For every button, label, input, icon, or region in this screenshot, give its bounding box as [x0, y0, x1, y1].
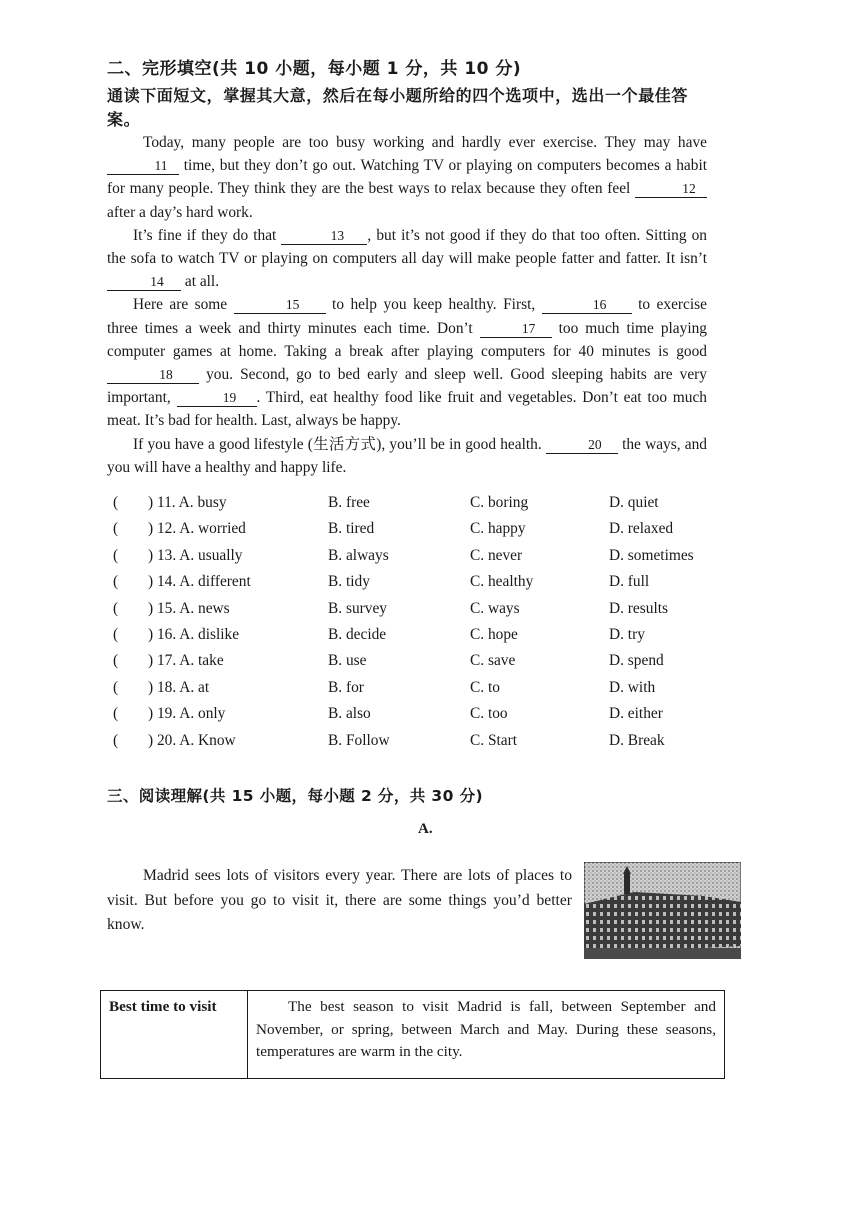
answer-paren[interactable]: ( [113, 546, 119, 564]
passage-text: time, but they don’t go out. Watching TV or playing on computers becomes a habit for many people. They think they are the best ways to relax because they often feel [107, 157, 707, 198]
passage-text: you. Second, go to bed early and sleep well. Good sleeping habits are very important, [107, 366, 707, 407]
passage-paragraph-4 [107, 433, 707, 479]
question-row [113, 520, 713, 546]
info-table [100, 990, 725, 1079]
option-c: C. too [470, 705, 508, 723]
blank-19: 19 [177, 389, 257, 407]
option-a: ) 12. A. worried [148, 520, 246, 538]
option-d: D. relaxed [609, 520, 674, 538]
option-d: D. full [609, 573, 650, 591]
section-two-instruction: 通读下面短文，掌握其大意，然后在每小题所给的四个选项中，选出一个最佳答案。 [107, 86, 689, 129]
option-a: ) 14. A. different [148, 573, 251, 591]
answer-paren[interactable]: ( [113, 625, 119, 643]
option-b: B. decide [328, 625, 387, 643]
answer-paren[interactable]: ( [113, 731, 119, 749]
option-c: C. to [470, 678, 500, 696]
option-d: D. with [609, 678, 656, 696]
answer-paren[interactable]: ( [113, 520, 119, 538]
option-c: C. happy [470, 520, 526, 538]
passage-text: the ways, and you will have a healthy and happy life. [107, 435, 707, 476]
option-c: C. hope [470, 625, 518, 643]
question-row [113, 679, 713, 705]
blank-13: 13 [281, 227, 367, 245]
question-row [113, 600, 713, 626]
option-b: B. Follow [328, 731, 390, 749]
option-d: D. spend [609, 652, 664, 670]
option-a: ) 17. A. take [148, 652, 224, 670]
option-d: D. Break [609, 731, 665, 749]
section-three-title: 三、阅读理解(共 15 小题，每小题 2 分，共 30 分) [107, 787, 483, 805]
option-a: ) 16. A. dislike [148, 625, 240, 643]
answer-paren[interactable]: ( [113, 599, 119, 617]
passage-text: , but it’s not good if they do that too often. Sitting on the sofa to watch TV or playing on computers all day will make people fatter and fatter. It isn’t [107, 226, 707, 268]
option-b: B. use [328, 652, 367, 670]
answer-options [113, 494, 713, 758]
passage-text: after a day’s hard work. [107, 203, 253, 221]
part-a-label: A. [418, 821, 433, 837]
answer-paren[interactable]: ( [113, 573, 119, 591]
blank-16: 16 [542, 296, 632, 314]
passage-text: Today, many people are too busy working and hardly ever exercise. They may have [143, 134, 707, 151]
option-d: D. results [609, 599, 668, 617]
option-b: B. tired [328, 520, 375, 538]
answer-paren[interactable]: ( [113, 494, 119, 511]
option-a: ) 18. A. at [148, 678, 210, 696]
option-a: ) 13. A. usually [148, 546, 243, 564]
option-c: C. never [470, 546, 523, 564]
passage-text: to exercise three times a week and thirty minutes each time. Don’t [107, 296, 707, 337]
option-d: D. try [609, 625, 645, 643]
table-body-cell: The best season to visit Madrid is fall, between September and November, or spring, between March and May. During these seasons, temperatures are warm in the city. [248, 991, 725, 1079]
option-c: C. save [470, 652, 516, 670]
blank-18: 18 [107, 366, 199, 384]
blank-20: 20 [546, 436, 618, 454]
question-row [113, 705, 713, 731]
blank-12: 12 [635, 180, 707, 198]
answer-paren[interactable]: ( [113, 652, 119, 670]
madrid-intro-text: Madrid sees lots of visitors every year. There are lots of places to visit. But before you go to visit it, there are some things you’d better know. [107, 867, 572, 933]
question-row [113, 494, 713, 520]
section-two-title: 二、完形填空(共 10 小题，每小题 1 分，共 10 分) [107, 59, 522, 79]
passage-paragraph-1 [107, 131, 707, 224]
question-row [113, 652, 713, 678]
passage-text: at all. [184, 273, 220, 291]
passage-text: too much time playing computer games at home. Taking a break after playing computers for 40 minutes is good [107, 319, 707, 360]
option-c: C. Start [470, 731, 518, 749]
passage-text: If you have a good lifestyle (生活方式), you’ll be in good health. [133, 435, 542, 453]
blank-15: 15 [234, 296, 326, 314]
passage-text: It’s fine if they do that [133, 226, 277, 244]
table-head-cell: Best time to visit [101, 991, 248, 1079]
option-d: D. either [609, 705, 663, 723]
passage-text: . Third, eat healthy food like fruit and vegetables. Don’t eat too much meat. It’s bad for health. Last, always be happy. [107, 389, 707, 430]
option-b: B. free [328, 494, 370, 511]
madrid-plaza-photo [584, 862, 741, 959]
passage-text: Here are some [133, 296, 228, 314]
question-row [113, 547, 713, 573]
blank-11: 11 [107, 157, 179, 175]
option-b: B. always [328, 546, 389, 564]
answer-paren[interactable]: ( [113, 705, 119, 723]
question-row [113, 626, 713, 652]
option-b: B. also [328, 705, 371, 723]
blank-14: 14 [107, 273, 181, 291]
cloze-passage [107, 131, 707, 479]
answer-paren[interactable]: ( [113, 678, 119, 696]
table-row [101, 991, 725, 1079]
option-d: D. quiet [609, 494, 659, 511]
option-b: B. survey [328, 599, 387, 617]
option-c: C. ways [470, 599, 520, 617]
option-c: C. healthy [470, 573, 534, 591]
passage-paragraph-3 [107, 293, 707, 432]
option-d: D. sometimes [609, 546, 694, 564]
option-a: ) 19. A. only [148, 705, 226, 723]
passage-paragraph-2 [107, 224, 707, 294]
passage-text: to help you keep healthy. First, [332, 296, 536, 314]
option-a: ) 11. A. busy [148, 494, 227, 511]
blank-17: 17 [480, 320, 552, 338]
question-row [113, 732, 713, 758]
option-a: ) 15. A. news [148, 599, 230, 617]
question-row [113, 573, 713, 599]
option-b: B. for [328, 678, 364, 696]
option-c: C. boring [470, 494, 529, 511]
option-b: B. tidy [328, 573, 370, 591]
madrid-intro [107, 864, 572, 938]
option-a: ) 20. A. Know [148, 731, 236, 749]
